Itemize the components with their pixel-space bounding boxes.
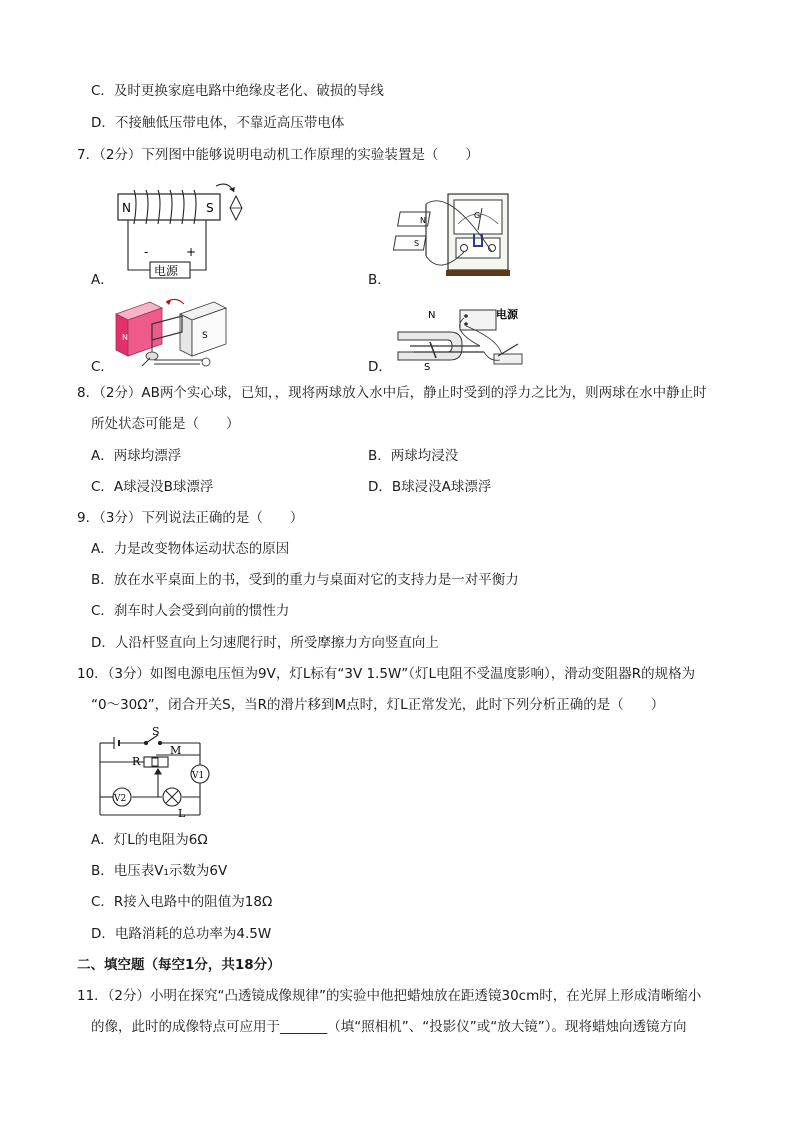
q7-label-a: A．	[91, 272, 114, 288]
q7-label-c: C．	[91, 359, 114, 375]
fig-a-source: 电源	[154, 264, 179, 278]
fig-b-s: S	[414, 239, 420, 248]
circuit-v1: V1	[192, 771, 205, 781]
q9-option-d: D．人沿杆竖直向上匀速爬行时，所受摩擦力方向竖直向上	[91, 635, 439, 651]
fig-a-minus: -	[144, 245, 149, 259]
q6-option-c: C．及时更换家庭电路中绝缘皮老化、破损的导线	[91, 83, 384, 99]
q10-option-b: B．电压表V₁示数为6V	[91, 863, 228, 879]
q7-label-b: B．	[368, 272, 391, 288]
q11-stem-2: 的像，此时的成像特点可应用于_______（填“照相机”、“投影仪”或“放大镜”）。现将蜡烛向透镜方向	[91, 1019, 687, 1035]
circuit-r: R	[132, 755, 141, 768]
q7-stem: 7．（2分）下列图中能够说明电动机工作原理的实验装置是（ ）	[77, 147, 479, 163]
fig-d-s: S	[424, 362, 431, 373]
q7-figure-a	[110, 178, 250, 282]
q11-stem: 11．（2分）小明在探究“凸透镜成像规律”的实验中他把蜡烛放在距透镜30cm时，在光屏上形成清晰缩小	[77, 988, 702, 1004]
q8-option-a: A．两球均漂浮	[91, 448, 182, 464]
q8-option-b: B．两球均浸没	[368, 448, 459, 464]
q10-option-a: A．灯L的电阻为6Ω	[91, 832, 208, 848]
circuit-v2: V2	[114, 794, 127, 804]
circuit-l: L	[178, 807, 186, 820]
fig-a-plus: +	[186, 245, 197, 259]
fig-c-n: N	[122, 333, 128, 342]
q10-stem: 10．（3分）如图电源电压恒为9V，灯L标有“3V 1.5W”（灯L电阻不受温度影响），滑动变阻器R的规格为	[77, 666, 696, 682]
fig-a-s: S	[206, 201, 214, 215]
q10-stem-2: “0～30Ω”，闭合开关S，当R的滑片移到M点时，灯L正常发光，此时下列分析正确的是（ ）	[91, 697, 665, 713]
circuit-s: S	[152, 725, 160, 738]
q7-figure-c	[110, 294, 240, 376]
q7-figure-b	[390, 190, 520, 284]
fig-c-s: S	[202, 331, 208, 341]
q9-option-a: A．力是改变物体运动状态的原因	[91, 541, 290, 557]
q8-stem-2: 所处状态可能是（ ）	[91, 416, 240, 432]
q7-label-d: D．	[368, 359, 392, 375]
section-2-heading: 二、填空题（每空1分，共18分）	[77, 957, 281, 973]
fig-d-source: 电源	[496, 308, 518, 321]
fig-b-g: G	[474, 211, 481, 220]
q9-stem: 9．（3分）下列说法正确的是（ ）	[77, 510, 304, 526]
q7-figure-d	[390, 300, 540, 378]
q8-option-c: C．A球浸没B球漂浮	[91, 479, 214, 495]
fig-d-n: N	[428, 310, 436, 321]
q9-option-c: C．刹车时人会受到向前的惯性力	[91, 603, 290, 619]
fig-a-n: N	[122, 201, 131, 215]
q10-option-d: D．电路消耗的总功率为4.5W	[91, 926, 272, 942]
q9-option-b: B．放在水平桌面上的书，受到的重力与桌面对它的支持力是一对平衡力	[91, 572, 519, 588]
q8-stem: 8．（2分）AB两个实心球，已知，，现将两球放入水中后，静止时受到的浮力之比为，则两球在水中静止时	[77, 385, 707, 401]
circuit-m: M	[170, 744, 182, 757]
q10-circuit	[92, 725, 222, 821]
q6-option-d: D．不接触低压带电体，不靠近高压带电体	[91, 115, 345, 131]
q10-option-c: C．R接入电路中的阻值为18Ω	[91, 894, 273, 910]
fig-b-n: N	[420, 216, 426, 225]
q8-option-d: D．B球浸没A球漂浮	[368, 479, 492, 495]
